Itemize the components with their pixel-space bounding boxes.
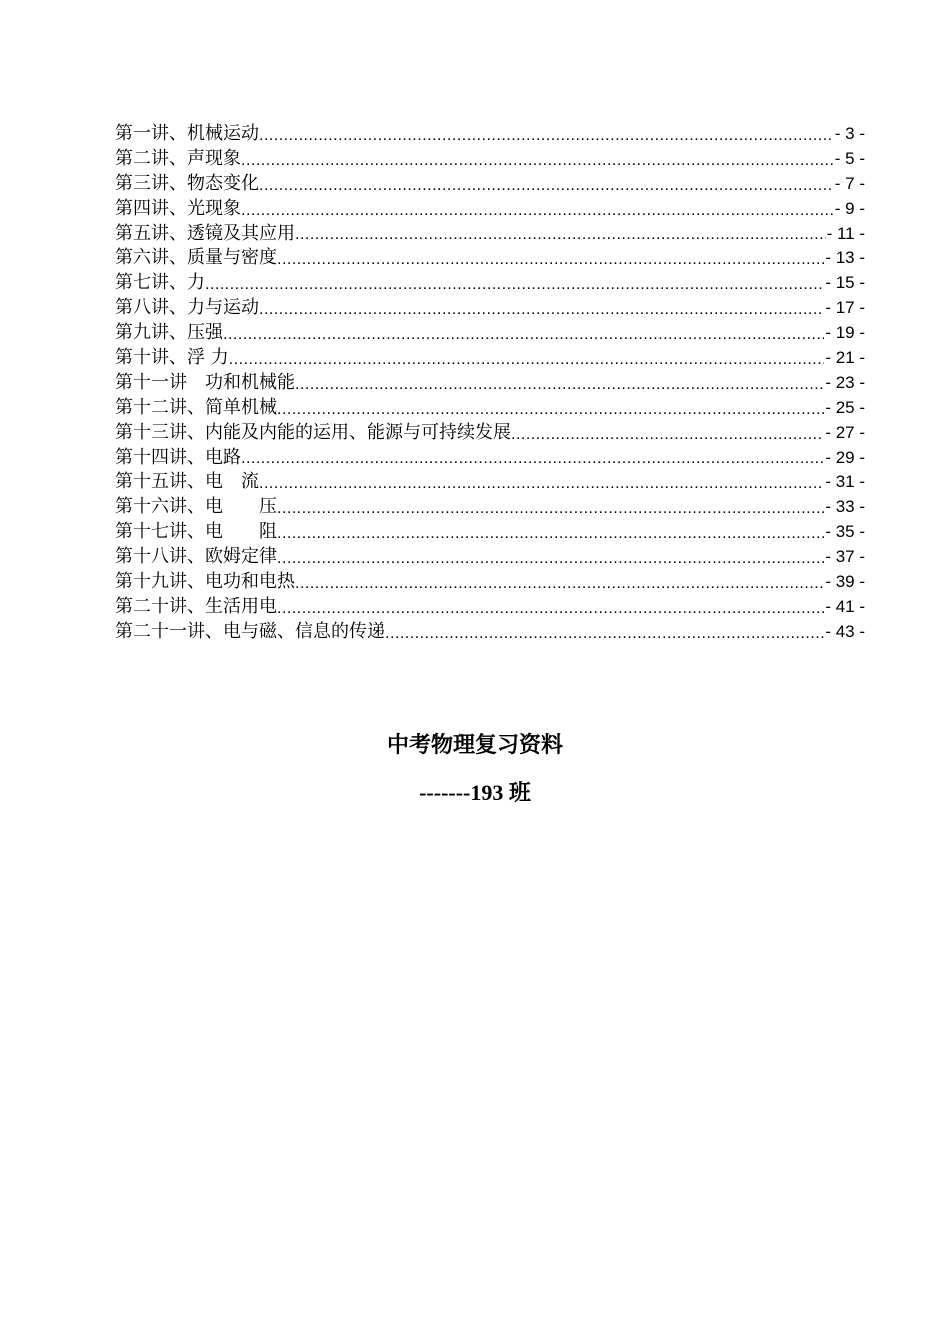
toc-dot-leader xyxy=(295,573,824,595)
toc-entry-label: 第十二讲、简单机械 xyxy=(115,396,277,418)
toc-entry-label xyxy=(115,421,511,446)
toc-entry-label: 第六讲、质量与密度 xyxy=(115,247,277,269)
toc-entry-label: 第十讲、浮 力 xyxy=(115,347,229,368)
toc-entry-11[interactable] xyxy=(115,371,865,396)
toc-entry-2[interactable] xyxy=(115,147,865,172)
toc-page-number: - 21 - xyxy=(825,348,865,367)
toc-entry-16[interactable] xyxy=(115,495,865,520)
document-subtitle: -------193 班 xyxy=(419,780,531,805)
toc-dot-leader xyxy=(277,249,824,271)
toc-dot-leader xyxy=(277,598,824,620)
toc-entry-14[interactable] xyxy=(115,446,865,471)
toc-entry-19[interactable] xyxy=(115,570,865,595)
toc-entry-label: 第二十讲、生活用电 xyxy=(115,595,277,617)
toc-entry-label: 第四讲、光现象 xyxy=(115,197,241,219)
toc-entry-label xyxy=(115,620,385,645)
toc-entry-5[interactable] xyxy=(115,222,865,247)
toc-dot-leader xyxy=(259,175,834,197)
toc-dot-leader xyxy=(241,200,834,222)
toc-page-number: - 41 - xyxy=(825,596,865,616)
toc-entry-label: 第三讲、物态变化 xyxy=(115,172,259,194)
toc-dot-leader xyxy=(205,274,824,296)
toc-entry-label: 第八讲、力与运动 xyxy=(115,297,259,319)
toc-dot-leader xyxy=(277,498,824,520)
toc-page-number: - 35 - xyxy=(825,522,865,542)
toc-entry-label: 第十七讲、电 阻 xyxy=(115,521,277,543)
toc-entry-17[interactable] xyxy=(115,520,865,545)
toc-page-number: - 13 - xyxy=(825,248,865,268)
toc-entry-label-tail: 、能源与可持续发展 xyxy=(349,421,511,443)
toc-dot-leader xyxy=(259,299,824,321)
toc-entry-21[interactable] xyxy=(115,620,865,645)
toc-entry-6[interactable] xyxy=(115,246,865,271)
toc-page-number: - 23 - xyxy=(825,372,865,392)
toc-entry-4[interactable] xyxy=(115,197,865,222)
toc-page-number: - 27 - xyxy=(825,422,865,442)
toc-dot-leader xyxy=(277,523,824,545)
toc-dot-leader xyxy=(259,473,824,495)
toc-entry-label: 第十八讲、欧姆定律 xyxy=(115,546,277,568)
toc-entry-7[interactable] xyxy=(115,271,865,296)
table-of-contents xyxy=(115,122,865,645)
toc-entry-label-main: 第十三讲、内能及内能的运用 xyxy=(115,421,349,443)
document-title: 中考物理复习资料 xyxy=(386,732,563,758)
toc-entry-label-tail: 、信息的传递 xyxy=(277,620,385,642)
toc-page-number: - 43 - xyxy=(825,621,865,641)
toc-page-number: - 11 - xyxy=(826,223,865,243)
toc-entry-10[interactable] xyxy=(115,346,865,371)
toc-page-number: - 5 - xyxy=(834,148,865,168)
toc-dot-leader xyxy=(277,548,824,570)
toc-entry-label: 第十九讲、电功和电热 xyxy=(115,571,295,593)
toc-entry-label: 第七讲、力 xyxy=(115,272,205,294)
toc-page-number: - 15 - xyxy=(825,273,865,293)
toc-entry-label: 第二讲、声现象 xyxy=(115,147,241,169)
toc-page-number: - 29 - xyxy=(825,447,865,467)
toc-entry-label: 第十五讲、电 流 xyxy=(115,471,259,493)
toc-page-number: - 3 - xyxy=(834,123,865,143)
toc-entry-label: 第九讲、压强 xyxy=(115,322,223,344)
toc-entry-3[interactable] xyxy=(115,172,865,197)
toc-dot-leader xyxy=(241,150,834,172)
toc-dot-leader xyxy=(229,349,825,371)
toc-page-number: - 33 - xyxy=(825,497,865,517)
toc-entry-8[interactable] xyxy=(115,296,865,321)
toc-entry-13[interactable] xyxy=(115,421,865,446)
toc-page-number: - 7 - xyxy=(834,173,865,193)
toc-entry-label: 第一讲、机械运动 xyxy=(115,122,259,144)
toc-entry-15[interactable] xyxy=(115,470,865,495)
toc-dot-leader xyxy=(511,424,824,446)
toc-dot-leader xyxy=(223,324,824,346)
toc-entry-20[interactable] xyxy=(115,595,865,620)
toc-entry-label: 第五讲、透镜及其应用 xyxy=(115,222,295,244)
toc-page-number: - 19 - xyxy=(825,323,865,343)
toc-entry-label: 第十六讲、电 压 xyxy=(115,496,277,518)
toc-entry-18[interactable] xyxy=(115,545,865,570)
toc-dot-leader xyxy=(295,224,826,246)
toc-entry-label-main: 第二十一讲、电与磁 xyxy=(115,620,277,642)
toc-page-number: - 9 - xyxy=(834,198,865,218)
toc-dot-leader xyxy=(385,623,824,645)
toc-dot-leader xyxy=(241,448,824,470)
toc-page-number: - 31 - xyxy=(825,472,865,492)
toc-entry-label: 第十一讲 功和机械能 xyxy=(115,371,295,393)
toc-dot-leader xyxy=(259,125,834,147)
toc-entry-label: 第十四讲、电路 xyxy=(115,446,241,468)
toc-entry-9[interactable] xyxy=(115,321,865,346)
toc-page-number: - 25 - xyxy=(825,397,865,417)
toc-page-number: - 17 - xyxy=(825,298,865,318)
toc-page-number: - 37 - xyxy=(825,547,865,567)
toc-dot-leader xyxy=(277,399,824,421)
toc-entry-1[interactable] xyxy=(115,122,865,147)
toc-dot-leader xyxy=(295,374,824,396)
toc-entry-12[interactable] xyxy=(115,396,865,421)
toc-page-number: - 39 - xyxy=(825,572,865,592)
